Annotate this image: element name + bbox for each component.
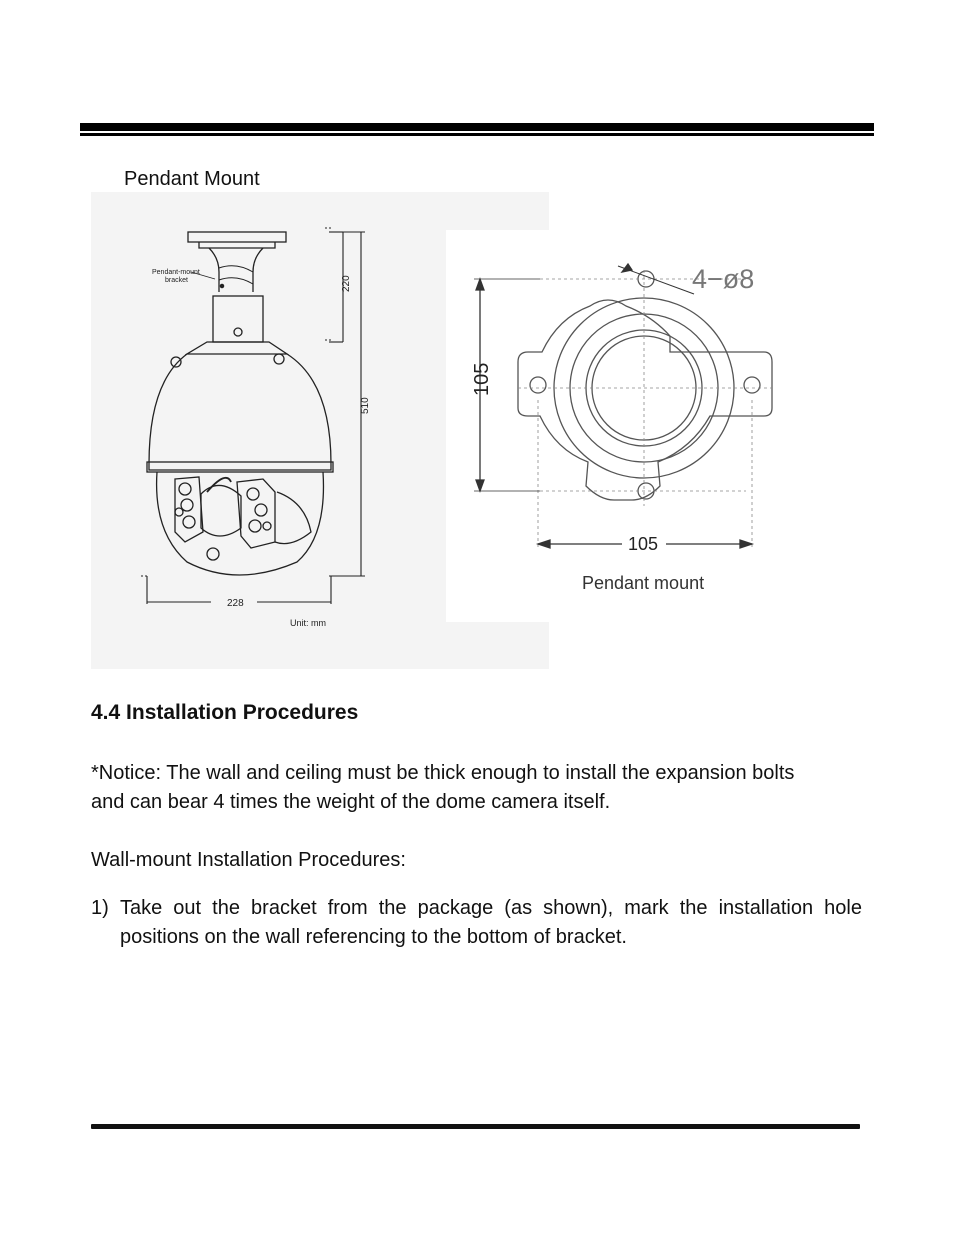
dim-width-label: 228 [227, 598, 244, 609]
ceiling-plate-base [199, 242, 275, 248]
bracket-neck-left [209, 248, 219, 292]
figure-caption: Pendant Mount [124, 168, 260, 190]
footer-rule [91, 1124, 860, 1129]
vertical-dim-label: 105 [471, 362, 493, 396]
unit-label: Unit: mm [290, 618, 326, 628]
collar [187, 342, 287, 354]
step-number: 1) [91, 897, 109, 919]
bracket-neck-right [253, 248, 263, 292]
dome-side [275, 492, 311, 544]
procedures-title: Wall-mount Installation Procedures: [91, 849, 406, 871]
plate-label: Pendant mount [582, 573, 705, 593]
header-rule [80, 123, 874, 136]
pipe-screw [234, 328, 242, 336]
header-rule-thick [80, 123, 874, 131]
step-item [91, 894, 862, 952]
hole-right [744, 377, 760, 393]
horizontal-dim-label: 105 [628, 534, 659, 554]
notice-paragraph: *Notice: The wall and ceiling must be thick enough to install the expansion bolts and can bear 4 times the weight of the dome camera itself. [91, 762, 795, 813]
pendant-mount-plate-drawing [446, 230, 790, 622]
ceiling-plate [188, 232, 286, 242]
dim-total-height-label: 510 [360, 397, 371, 414]
dome-housing [149, 354, 331, 470]
step-text: Take out the bracket from the package (as shown), mark the installation hole positions on the wall referencing to the bottom of bracket. [120, 897, 862, 948]
section-heading: 4.4 Installation Procedures [91, 701, 359, 724]
dim-bracket-height-label: 220 [341, 275, 352, 292]
bracket-label-line1: Pendant-mount [152, 269, 200, 276]
header-rule-thin [80, 133, 874, 136]
hole-spec-label: 4−ø8 [692, 264, 755, 294]
camera-lens [201, 485, 241, 536]
hole-top [638, 271, 654, 287]
hole-left [530, 377, 546, 393]
bracket-label-line2: bracket [165, 277, 188, 284]
bracket-pipe [213, 296, 263, 342]
